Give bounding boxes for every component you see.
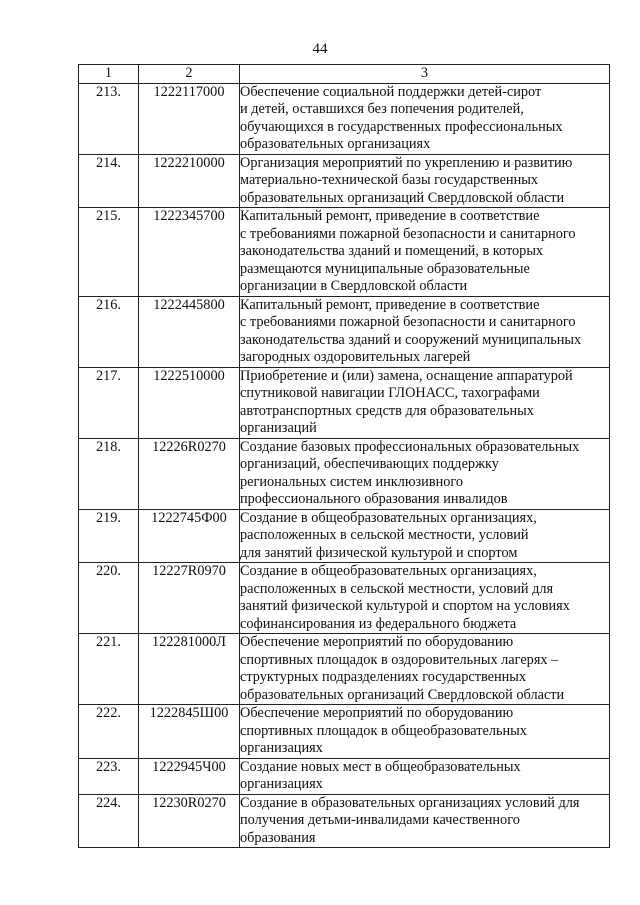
description-line: Организация мероприятий по укреплению и развитию xyxy=(240,154,573,171)
description-line: образования xyxy=(240,829,316,846)
description xyxy=(240,758,610,794)
header-col-3: 3 xyxy=(240,65,610,84)
table-row xyxy=(79,296,610,367)
target-code: 1222210000 xyxy=(139,154,240,208)
description xyxy=(240,563,610,634)
description-line: организаций, обеспечивающих поддержку xyxy=(240,456,499,472)
description-line: образовательных организациях xyxy=(240,136,431,152)
header-col-2: 2 xyxy=(139,65,240,84)
target-code: 1222445800 xyxy=(139,296,240,367)
description-line: Создание в общеобразовательных организациях, xyxy=(240,563,537,579)
row-number: 220. xyxy=(79,563,139,634)
description xyxy=(240,367,610,438)
description-line: спортивных площадок в оздоровительных лагерях – xyxy=(240,651,559,668)
row-number: 223. xyxy=(79,758,139,794)
description-line: с требованиями пожарной безопасности и санитарного xyxy=(240,225,576,242)
description-line: Обеспечение мероприятий по оборудованию xyxy=(240,705,514,721)
description-line: Создание в общеобразовательных организациях, xyxy=(240,509,537,526)
table-row xyxy=(79,154,610,208)
row-number: 218. xyxy=(79,438,139,509)
header-col-1: 1 xyxy=(79,65,139,84)
target-code: 12227R0970 xyxy=(139,563,240,634)
description-line: материально-технической базы государственных xyxy=(240,172,538,188)
description xyxy=(240,438,610,509)
description-line: образовательных организаций Свердловской области xyxy=(240,189,565,206)
description-line: образовательных организаций Свердловской области xyxy=(240,686,565,703)
description-line: Капитальный ремонт, приведение в соответствие xyxy=(240,296,540,313)
description-line: Приобретение и (или) замена, оснащение аппаратурой xyxy=(240,367,573,384)
description-line: Обеспечение социальной поддержки детей-сирот xyxy=(240,83,542,100)
description-line: для занятий физической культурой и спортом xyxy=(240,544,518,561)
table-row xyxy=(79,794,610,848)
target-code: 12226R0270 xyxy=(139,438,240,509)
description-line: и детей, оставшихся без попечения родителей, xyxy=(240,101,524,117)
row-number: 217. xyxy=(79,367,139,438)
description-line: спутниковой навигации ГЛОНАСС, тахографами xyxy=(240,385,540,401)
description-line: загородных оздоровительных лагерей xyxy=(240,349,471,365)
description-line: организациях xyxy=(240,740,323,756)
table-row xyxy=(79,634,610,705)
row-number: 219. xyxy=(79,509,139,563)
target-code: 1222845Ш00 xyxy=(139,705,240,759)
row-number: 214. xyxy=(79,154,139,208)
description xyxy=(240,296,610,367)
row-number: 215. xyxy=(79,208,139,297)
table-row xyxy=(79,758,610,794)
description-line: законодательства зданий и помещений, в которых xyxy=(240,243,544,259)
row-number: 221. xyxy=(79,634,139,705)
description-line: Создание в образовательных организациях условий для xyxy=(240,794,580,811)
target-code: 12230R0270 xyxy=(139,794,240,848)
table-row xyxy=(79,208,610,297)
description xyxy=(240,208,610,297)
row-number: 224. xyxy=(79,794,139,848)
target-code: 1222945Ч00 xyxy=(139,758,240,794)
target-code: 1222745Ф00 xyxy=(139,509,240,563)
description-line: расположенных в сельской местности, условий xyxy=(240,527,529,543)
row-number: 222. xyxy=(79,705,139,759)
description-line: Создание новых мест в общеобразовательных xyxy=(240,758,521,775)
description-line: Капитальный ремонт, приведение в соответствие xyxy=(240,208,540,224)
description-line: законодательства зданий и сооружений муниципальных xyxy=(240,331,582,348)
description-line: организаций xyxy=(240,420,317,436)
description xyxy=(240,154,610,208)
description-line: структурных подразделениях государственных xyxy=(240,669,527,685)
target-code: 1222117000 xyxy=(139,83,240,154)
description xyxy=(240,634,610,705)
description-line: спортивных площадок в общеобразовательных xyxy=(240,722,527,739)
description-line: обучающихся в государственных профессиональных xyxy=(240,118,563,135)
table-row xyxy=(79,705,610,759)
description-line: софинансирования из федерального бюджета xyxy=(240,615,517,632)
table-row xyxy=(79,509,610,563)
description xyxy=(240,509,610,563)
row-number: 216. xyxy=(79,296,139,367)
target-code: 1222345700 xyxy=(139,208,240,297)
table-row xyxy=(79,367,610,438)
table-row xyxy=(79,563,610,634)
target-code: 122281000Л xyxy=(139,634,240,705)
description-line: расположенных в сельской местности, условий для xyxy=(240,580,554,597)
description-line: с требованиями пожарной безопасности и санитарного xyxy=(240,314,576,330)
description xyxy=(240,83,610,154)
description-line: профессионального образования инвалидов xyxy=(240,491,508,507)
page-number: 44 xyxy=(312,41,328,57)
description-line: региональных систем инклюзивного xyxy=(240,473,464,490)
target-code: 1222510000 xyxy=(139,367,240,438)
description-line: получения детьми-инвалидами качественного xyxy=(240,812,520,828)
description xyxy=(240,705,610,759)
budget-codes-table xyxy=(78,64,610,848)
description-line: занятий физической культурой и спортом на условиях xyxy=(240,598,570,614)
description-line: Обеспечение мероприятий по оборудованию xyxy=(240,634,514,650)
description-line: организациях xyxy=(240,776,323,792)
description-line: организации в Свердловской области xyxy=(240,278,468,294)
description-line: автотранспортных средств для образовательных xyxy=(240,402,534,419)
table-row xyxy=(79,438,610,509)
description xyxy=(240,794,610,848)
table-header-row xyxy=(79,65,610,84)
table-row xyxy=(79,83,610,154)
description-line: Создание базовых профессиональных образовательных xyxy=(240,438,580,455)
description-line: размещаются муниципальные образовательные xyxy=(240,260,530,277)
row-number: 213. xyxy=(79,83,139,154)
